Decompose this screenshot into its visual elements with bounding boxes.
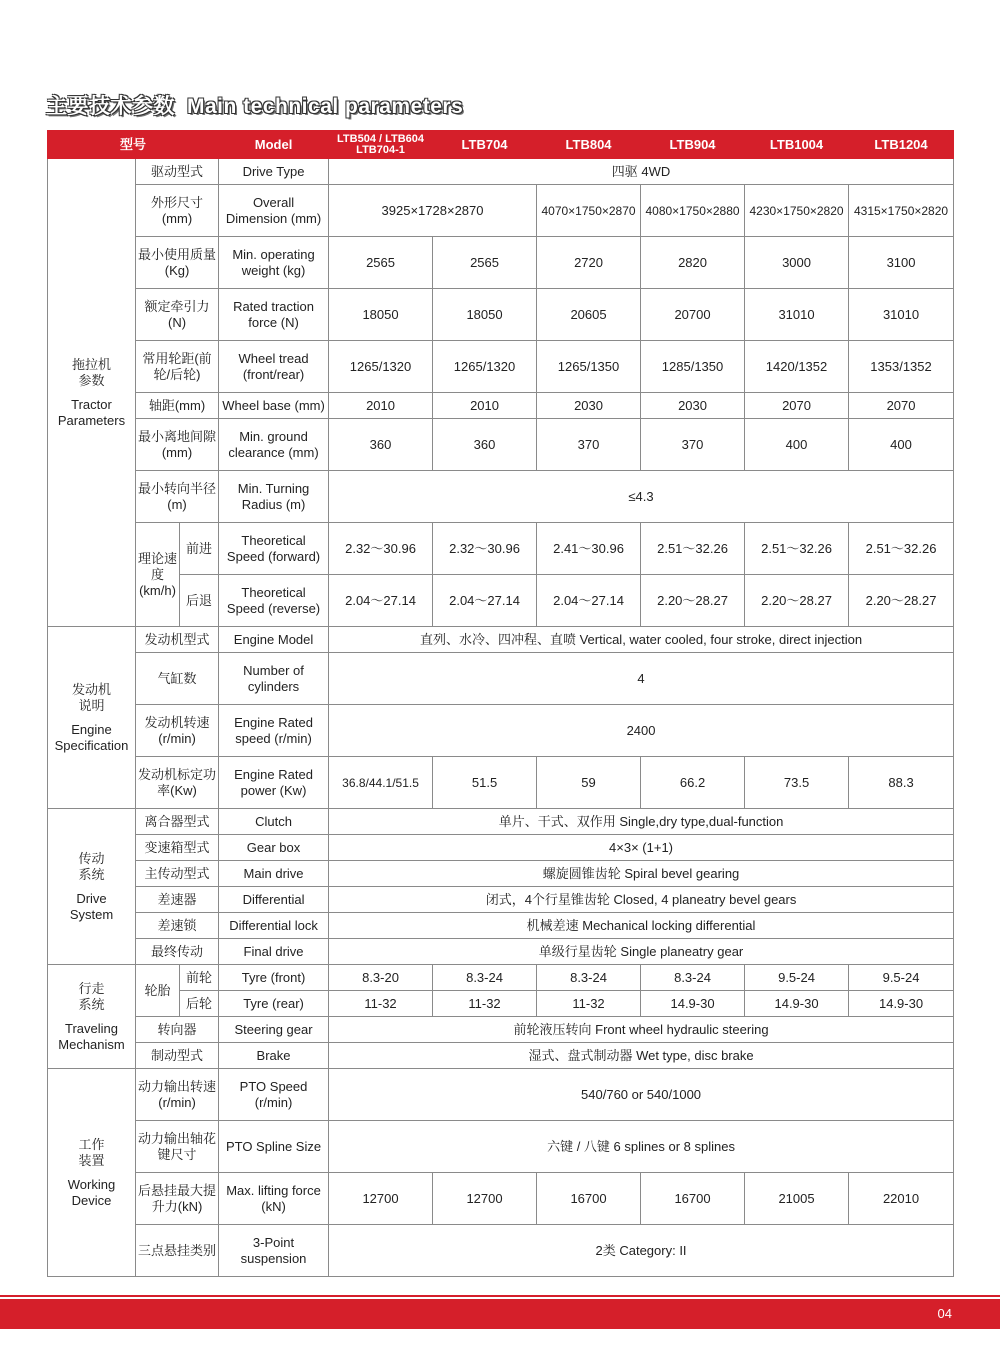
row-label-cn: 差速锁 <box>136 913 219 939</box>
cell-value: 2.04～27.14 <box>433 575 537 627</box>
cell-value: 2400 <box>329 705 954 757</box>
row-label-en: Overall Dimension (mm) <box>219 185 329 237</box>
row-label-cn: 三点悬挂类别 <box>136 1225 219 1277</box>
cell-value: 1265/1350 <box>537 341 641 393</box>
cell-value: 前轮液压转向 Front wheel hydraulic steering <box>329 1017 954 1043</box>
cell-value: 2.20～28.27 <box>745 575 849 627</box>
tyre-rear-cn: 后轮 <box>180 991 219 1017</box>
cell-value: 370 <box>641 419 745 471</box>
row-label-en: Clutch <box>219 809 329 835</box>
cell-value: 88.3 <box>849 757 954 809</box>
row-label-cn: 离合器型式 <box>136 809 219 835</box>
row-lifting <box>48 1173 954 1225</box>
header-model: Model <box>219 131 329 159</box>
row-label-cn: 最小使用质量(Kg) <box>136 237 219 289</box>
row-label-cn: 变速箱型式 <box>136 835 219 861</box>
cell-value: 3000 <box>745 237 849 289</box>
header-model-6: LTB1204 <box>849 131 954 159</box>
cell-value: 3100 <box>849 237 954 289</box>
cell-value: 闭式，4个行星锥齿轮 Closed, 4 planeatry bevel gears <box>329 887 954 913</box>
row-gearbox <box>48 835 954 861</box>
row-rated-power <box>48 757 954 809</box>
cell-value: 14.9-30 <box>641 991 745 1017</box>
cell-value: 1353/1352 <box>849 341 954 393</box>
row-drive-type <box>48 159 954 185</box>
row-label-en: Engine Rated power (Kw) <box>219 757 329 809</box>
row-label-cn: 常用轮距(前轮/后轮) <box>136 341 219 393</box>
speed-reverse-cn: 后退 <box>180 575 219 627</box>
cell-value: 2010 <box>329 393 433 419</box>
header-model-3: LTB804 <box>537 131 641 159</box>
row-three-point <box>48 1225 954 1277</box>
group-work <box>48 1069 136 1277</box>
cell-value: 单片、干式、双作用 Single,dry type,dual-function <box>329 809 954 835</box>
cell-value: 370 <box>537 419 641 471</box>
cell-value: 16700 <box>641 1173 745 1225</box>
cell-value: 4080×1750×2880 <box>641 185 745 237</box>
row-label-cn: 最小转向半径(m) <box>136 471 219 523</box>
row-label-cn: 最终传动 <box>136 939 219 965</box>
speed-label-cn: 理论速度(km/h) <box>136 523 180 627</box>
cell-value: 2820 <box>641 237 745 289</box>
row-rated-speed <box>48 705 954 757</box>
row-label-en: Rated traction force (N) <box>219 289 329 341</box>
tyre-label-cn: 轮胎 <box>136 965 180 1017</box>
row-label-cn: 发动机型式 <box>136 627 219 653</box>
row-label-en: Min. operating weight (kg) <box>219 237 329 289</box>
row-engine-model <box>48 627 954 653</box>
row-label-en: Gear box <box>219 835 329 861</box>
cell-value: 2.51～32.26 <box>745 523 849 575</box>
row-label-cn: 转向器 <box>136 1017 219 1043</box>
row-label-en: PTO Speed (r/min) <box>219 1069 329 1121</box>
group-work-en: Working Device <box>67 1176 116 1208</box>
cell-value: 2070 <box>745 393 849 419</box>
cell-value: ≤4.3 <box>329 471 954 523</box>
cell-value: 2.51～32.26 <box>641 523 745 575</box>
spec-table <box>47 130 954 1277</box>
row-clutch <box>48 809 954 835</box>
group-drive-en: Drive System <box>69 890 114 922</box>
group-engine-cn: 发动机说明 <box>71 681 111 713</box>
speed-forward-en: Theoretical Speed (forward) <box>219 523 329 575</box>
row-speed-forward <box>48 523 954 575</box>
cell-value: 湿式、盘式制动器 Wet type, disc brake <box>329 1043 954 1069</box>
cell-value: 8.3-20 <box>329 965 433 991</box>
row-label-cn: 轴距(mm) <box>136 393 219 419</box>
row-label-en: Wheel tread (front/rear) <box>219 341 329 393</box>
cell-value: 4070×1750×2870 <box>537 185 641 237</box>
cell-value: 2类 Category: II <box>329 1225 954 1277</box>
row-label-en: Wheel base (mm) <box>219 393 329 419</box>
row-label-cn: 气缸数 <box>136 653 219 705</box>
row-label-cn: 动力输出轴花键尺寸 <box>136 1121 219 1173</box>
group-travel <box>48 965 136 1069</box>
header-model-2: LTB704 <box>433 131 537 159</box>
cell-value: 540/760 or 540/1000 <box>329 1069 954 1121</box>
speed-reverse-en: Theoretical Speed (reverse) <box>219 575 329 627</box>
cell-value: 59 <box>537 757 641 809</box>
group-tractor-cn: 拖拉机参数 <box>71 356 111 388</box>
cell-value: 2010 <box>433 393 537 419</box>
cell-value: 2.51～32.26 <box>849 523 954 575</box>
row-label-en: Differential lock <box>219 913 329 939</box>
cell-value: 16700 <box>537 1173 641 1225</box>
cell-value: 11-32 <box>329 991 433 1017</box>
row-label-cn: 驱动型式 <box>136 159 219 185</box>
cell-value: 36.8/44.1/51.5 <box>329 757 433 809</box>
cell-value: 8.3-24 <box>537 965 641 991</box>
group-travel-cn: 行走系统 <box>78 980 105 1012</box>
row-pto-spline <box>48 1121 954 1173</box>
tyre-front-en: Tyre (front) <box>219 965 329 991</box>
cell-value: 2030 <box>537 393 641 419</box>
group-engine-en: Engine Specification <box>54 721 129 753</box>
row-pto-speed <box>48 1069 954 1121</box>
cell-value: 18050 <box>329 289 433 341</box>
cell-value: 21005 <box>745 1173 849 1225</box>
cell-value: 2.04～27.14 <box>329 575 433 627</box>
row-label-en: Differential <box>219 887 329 913</box>
cell-value: 3925×1728×2870 <box>329 185 537 237</box>
cell-value: 1285/1350 <box>641 341 745 393</box>
cell-value: 2565 <box>433 237 537 289</box>
cell-value: 2.41～30.96 <box>537 523 641 575</box>
row-label-cn: 动力输出转速(r/min) <box>136 1069 219 1121</box>
row-speed-reverse <box>48 575 954 627</box>
page-number: 04 <box>937 1306 952 1321</box>
cell-value: 1265/1320 <box>329 341 433 393</box>
row-wheelbase <box>48 393 954 419</box>
speed-forward-cn: 前进 <box>180 523 219 575</box>
row-label-cn: 制动型式 <box>136 1043 219 1069</box>
row-label-cn: 后悬挂最大提升力(kN) <box>136 1173 219 1225</box>
row-label-en: Engine Rated speed (r/min) <box>219 705 329 757</box>
cell-value: 8.3-24 <box>433 965 537 991</box>
row-diff-lock <box>48 913 954 939</box>
row-label-en: Min. ground clearance (mm) <box>219 419 329 471</box>
cell-value: 4230×1750×2820 <box>745 185 849 237</box>
cell-value: 400 <box>849 419 954 471</box>
row-label-en: Engine Model <box>219 627 329 653</box>
cell-value: 14.9-30 <box>745 991 849 1017</box>
header-model-1: LTB504 / LTB604 LTB704-1 <box>329 131 433 159</box>
row-label-cn: 外形尺寸(mm) <box>136 185 219 237</box>
group-travel-en: Traveling Mechanism <box>58 1020 125 1052</box>
cell-value: 2070 <box>849 393 954 419</box>
cell-value: 22010 <box>849 1173 954 1225</box>
row-label-cn: 发动机标定功率(Kw) <box>136 757 219 809</box>
row-overall <box>48 185 954 237</box>
row-tyre-rear <box>48 991 954 1017</box>
cell-value: 2.20～28.27 <box>849 575 954 627</box>
row-label-en: Final drive <box>219 939 329 965</box>
row-label-cn: 主传动型式 <box>136 861 219 887</box>
cell-value: 1265/1320 <box>433 341 537 393</box>
cell-value: 8.3-24 <box>641 965 745 991</box>
cell-value: 机械差速 Mechanical locking differential <box>329 913 954 939</box>
cell-value: 4315×1750×2820 <box>849 185 954 237</box>
cell-value: 2565 <box>329 237 433 289</box>
cell-value: 31010 <box>849 289 954 341</box>
cell-value: 1420/1352 <box>745 341 849 393</box>
group-engine <box>48 627 136 809</box>
cell-value: 31010 <box>745 289 849 341</box>
tyre-front-cn: 前轮 <box>180 965 219 991</box>
cell-value: 20700 <box>641 289 745 341</box>
row-label-cn: 差速器 <box>136 887 219 913</box>
cell-value: 2.32～30.96 <box>433 523 537 575</box>
cell-value: 4 <box>329 653 954 705</box>
row-label-cn: 最小离地间隙 (mm) <box>136 419 219 471</box>
cell-value: 直列、水冷、四冲程、直喷 Vertical, water cooled, four stroke, direct injection <box>329 627 954 653</box>
footer-bar <box>0 1299 1000 1329</box>
row-turning <box>48 471 954 523</box>
header-model-4: LTB904 <box>641 131 745 159</box>
group-tractor <box>48 159 136 627</box>
cell-value: 螺旋圆锥齿轮 Spiral bevel gearing <box>329 861 954 887</box>
cell-value: 66.2 <box>641 757 745 809</box>
row-main-drive <box>48 861 954 887</box>
row-label-cn: 发动机转速(r/min) <box>136 705 219 757</box>
row-label-cn: 额定牵引力(N) <box>136 289 219 341</box>
group-work-cn: 工作装置 <box>78 1136 105 1168</box>
page-title-cn: 主要技术参数 <box>46 95 175 118</box>
row-tread <box>48 341 954 393</box>
row-weight <box>48 237 954 289</box>
page-title-en: Main technical parameters <box>187 95 464 118</box>
cell-value: 9.5-24 <box>849 965 954 991</box>
cell-value: 2.20～28.27 <box>641 575 745 627</box>
cell-value: 11-32 <box>537 991 641 1017</box>
group-drive <box>48 809 136 965</box>
row-label-en: Drive Type <box>219 159 329 185</box>
tyre-rear-en: Tyre (rear) <box>219 991 329 1017</box>
cell-value: 11-32 <box>433 991 537 1017</box>
row-label-en: Min. Turning Radius (m) <box>219 471 329 523</box>
page-title <box>46 90 463 120</box>
cell-value: 18050 <box>433 289 537 341</box>
cell-value: 四驱 4WD <box>329 159 954 185</box>
cell-value: 2720 <box>537 237 641 289</box>
cell-value: 360 <box>329 419 433 471</box>
row-label-en: Number of cylinders <box>219 653 329 705</box>
row-label-en: Brake <box>219 1043 329 1069</box>
row-final-drive <box>48 939 954 965</box>
cell-value: 2.32～30.96 <box>329 523 433 575</box>
group-drive-cn: 传动系统 <box>78 850 105 882</box>
header-cn-model: 型号 <box>48 131 219 159</box>
cell-value: 20605 <box>537 289 641 341</box>
header-model-5: LTB1004 <box>745 131 849 159</box>
cell-value: 51.5 <box>433 757 537 809</box>
row-traction <box>48 289 954 341</box>
cell-value: 六键 / 八键 6 splines or 8 splines <box>329 1121 954 1173</box>
row-brake <box>48 1043 954 1069</box>
cell-value: 73.5 <box>745 757 849 809</box>
group-tractor-en: Tractor Parameters <box>57 396 126 428</box>
cell-value: 单级行星齿轮 Single planeatry gear <box>329 939 954 965</box>
cell-value: 12700 <box>433 1173 537 1225</box>
row-label-en: Max. lifting force (kN) <box>219 1173 329 1225</box>
cell-value: 14.9-30 <box>849 991 954 1017</box>
row-label-en: Steering gear <box>219 1017 329 1043</box>
cell-value: 400 <box>745 419 849 471</box>
row-steering <box>48 1017 954 1043</box>
row-label-en: 3-Point suspension <box>219 1225 329 1277</box>
cell-value: 2030 <box>641 393 745 419</box>
cell-value: 9.5-24 <box>745 965 849 991</box>
row-cylinders <box>48 653 954 705</box>
row-tyre-front <box>48 965 954 991</box>
cell-value: 360 <box>433 419 537 471</box>
row-label-en: Main drive <box>219 861 329 887</box>
cell-value: 2.04～27.14 <box>537 575 641 627</box>
cell-value: 4×3× (1+1) <box>329 835 954 861</box>
row-clearance <box>48 419 954 471</box>
row-label-en: PTO Spline Size <box>219 1121 329 1173</box>
row-differential <box>48 887 954 913</box>
cell-value: 12700 <box>329 1173 433 1225</box>
header-row <box>48 131 954 159</box>
